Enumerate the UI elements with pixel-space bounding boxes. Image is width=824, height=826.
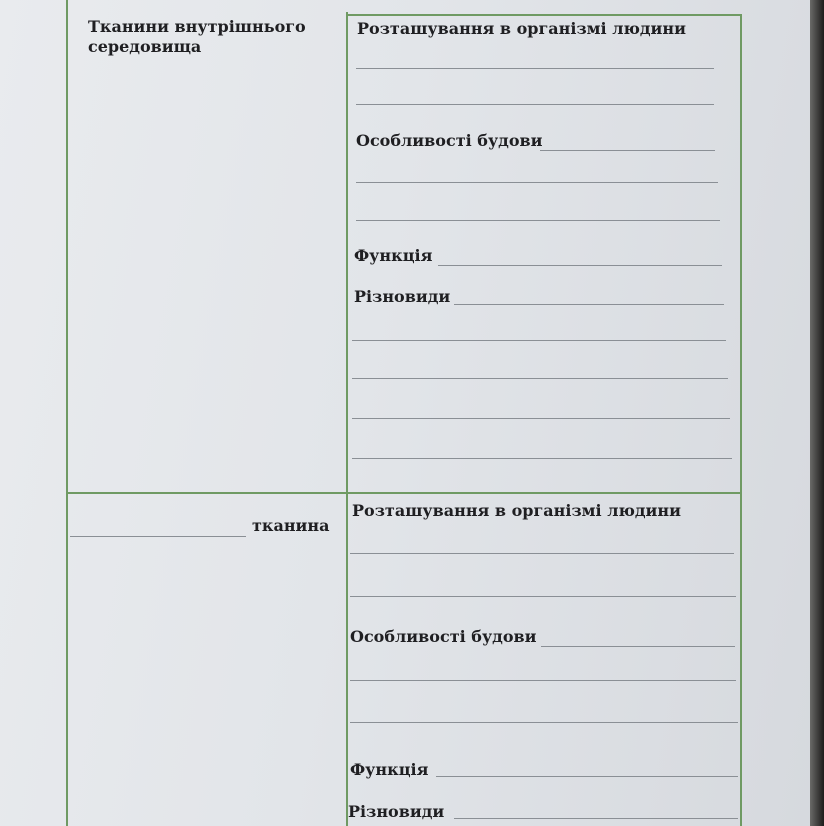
row1-location-answer-line[interactable] (356, 104, 714, 105)
row2-varieties-answer-line[interactable] (454, 818, 738, 819)
row2-varieties-label: Різновиди (348, 802, 445, 821)
row2-location-label: Розташування в організмі людини (352, 501, 681, 520)
row1-varieties-answer-line[interactable] (352, 378, 728, 379)
row1-varieties-answer-line[interactable] (352, 458, 732, 459)
row2-location-answer-line[interactable] (350, 553, 734, 554)
row1-location-label: Розташування в організмі людини (357, 19, 686, 38)
row1-varieties-answer-line[interactable] (454, 304, 724, 305)
tissue-name-answer-line[interactable] (70, 536, 246, 537)
table-row-divider (66, 492, 741, 494)
row1-location-answer-line[interactable] (356, 68, 714, 69)
row1-structure-label: Особливості будови (356, 131, 543, 150)
row1-structure-answer-line[interactable] (356, 220, 720, 221)
row2-structure-answer-line[interactable] (350, 722, 738, 723)
row1-varieties-label: Різновиди (354, 287, 451, 306)
row2-function-answer-line[interactable] (436, 776, 738, 777)
row1-structure-answer-line[interactable] (540, 150, 715, 151)
row2-structure-answer-line[interactable] (541, 646, 735, 647)
tissue-category-header: Тканини внутрішнього середовища (88, 17, 306, 56)
table-column-divider (346, 12, 348, 826)
table-right-border (740, 14, 742, 826)
row2-structure-label: Особливості будови (350, 627, 537, 646)
tissue-suffix-label: тканина (252, 516, 330, 535)
row2-structure-answer-line[interactable] (350, 680, 736, 681)
row1-function-answer-line[interactable] (438, 265, 722, 266)
row2-function-label: Функція (350, 760, 429, 779)
row1-varieties-answer-line[interactable] (352, 340, 726, 341)
row2-location-answer-line[interactable] (350, 596, 736, 597)
row1-function-label: Функція (354, 246, 433, 265)
table-left-border (66, 0, 68, 826)
row1-structure-answer-line[interactable] (356, 182, 718, 183)
page-edge-shadow (810, 0, 824, 826)
table-top-border (346, 14, 741, 16)
row1-varieties-answer-line[interactable] (352, 418, 730, 419)
